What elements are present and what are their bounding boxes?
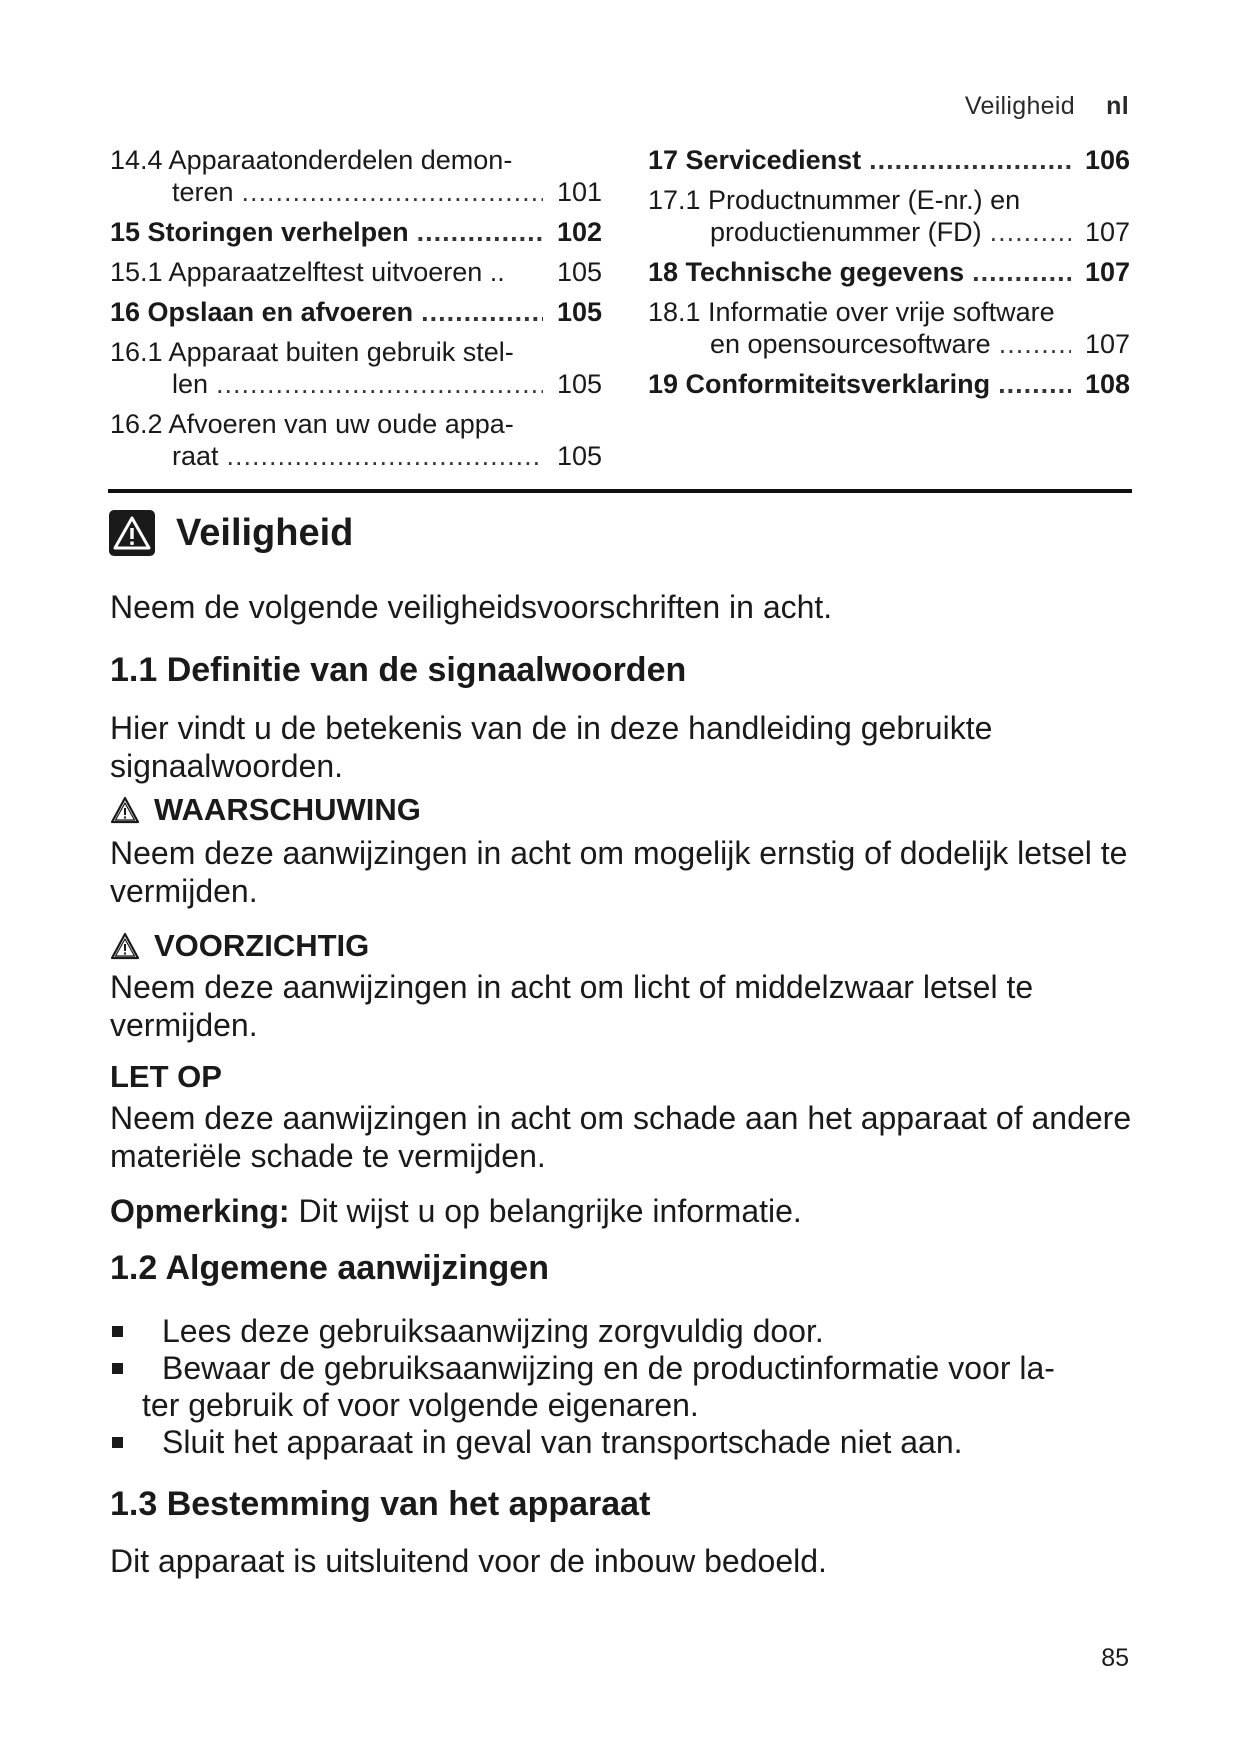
toc-entry-title: 18 Technische gegevens [648, 257, 965, 287]
toc-page-number: 107 [1084, 257, 1130, 287]
toc-entry-title: 19 Conformiteitsverklaring [648, 369, 991, 399]
toc-line [648, 368, 1130, 400]
toc-entry [110, 296, 602, 328]
toc-entry-title: 16 Opslaan en afvoeren [110, 297, 414, 327]
running-header-language: nl [1106, 92, 1129, 120]
toc-page-number: 105 [556, 369, 602, 399]
heading-1-1: 1.1 Definitie van de signaalwoorden [110, 651, 687, 689]
warning-box-icon [108, 509, 156, 557]
general-instructions-list [110, 1313, 1140, 1461]
toc-entry [648, 368, 1130, 400]
signal-warning [110, 792, 421, 828]
toc-entry-title: 15.1 Apparaatzelftest uitvoeren .. [110, 257, 505, 287]
toc-entry-title: 18.1 Informatie over vrije software [648, 297, 1055, 327]
toc-page-number: 102 [556, 217, 602, 247]
toc-line [648, 144, 1130, 176]
toc-line [110, 368, 602, 400]
toc-line [648, 256, 1130, 288]
bullet-square-icon [112, 1437, 123, 1448]
remark-text: Dit wijst u op belangrijke informatie. [289, 1193, 802, 1229]
toc-entry-title: en opensourcesoftware [710, 329, 991, 359]
toc-line [110, 440, 602, 472]
toc-page-number: 107 [1084, 329, 1130, 359]
toc-entry [648, 144, 1130, 176]
toc-dot-leader [999, 328, 1071, 360]
toc-dot-leader [972, 256, 1071, 288]
toc-entry [110, 256, 602, 288]
signal-caution-label: VOORZICHTIG [154, 928, 370, 963]
toc-entry [648, 184, 1130, 248]
toc-left-column [110, 144, 602, 480]
toc-dot-leader [869, 144, 1071, 176]
signal-notice-label: LET OP [110, 1059, 222, 1094]
list-item-text: Sluit het apparaat in geval van transportschade niet aan. [162, 1424, 963, 1460]
toc-dot-leader [998, 368, 1071, 400]
toc-entry-title: teren [172, 177, 234, 207]
signal-caution [110, 928, 369, 964]
toc-line [110, 216, 602, 248]
section-divider [108, 489, 1132, 493]
list-item-text-continued: ter gebruik of voor volgende eigenaren. [142, 1387, 699, 1423]
list-item [110, 1350, 1140, 1424]
toc-dot-leader [227, 440, 543, 472]
toc-entry-title: 15 Storingen verhelpen [110, 217, 409, 247]
signal-notice-text: Neem deze aanwijzingen in acht om schade aan het apparaat of andere materiële schade te vermijden. [110, 1100, 1132, 1174]
heading-1-3-text: Dit apparaat is uitsluitend voor de inbouw bedoeld. [110, 1543, 827, 1579]
toc-line [648, 296, 1130, 328]
toc-page-number: 107 [1084, 217, 1130, 247]
toc-entry-title: 17 Servicedienst [648, 145, 862, 175]
bullet-square-icon [112, 1326, 123, 1337]
toc-line [648, 328, 1130, 360]
toc-page-number: 101 [556, 177, 602, 207]
toc-line [110, 256, 602, 288]
toc-entry [110, 408, 602, 472]
list-item [110, 1313, 1140, 1350]
toc-page-number: 105 [556, 257, 602, 287]
toc-dot-leader [242, 176, 543, 208]
toc-entry [110, 216, 602, 248]
toc-entry-title: raat [172, 441, 219, 471]
warning-triangle-icon [110, 796, 140, 824]
toc-dot-leader [216, 368, 543, 400]
toc-right-column [648, 144, 1130, 408]
caution-triangle-icon [110, 932, 140, 960]
toc-dot-leader [417, 216, 543, 248]
signal-caution-text: Neem deze aanwijzingen in acht om licht of middelzwaar letsel te vermijden. [110, 969, 1034, 1043]
toc-page-number: 106 [1084, 145, 1130, 175]
toc-page-number: 108 [1084, 369, 1130, 399]
toc-line [110, 408, 602, 440]
list-item-text: Lees deze gebruiksaanwijzing zorgvuldig door. [162, 1313, 824, 1349]
heading-1-1-text: Hier vindt u de betekenis van de in deze handleiding gebruikte signaalwoorden. [110, 710, 993, 784]
toc-entry-title: 16.1 Apparaat buiten gebruik stel- [110, 337, 514, 367]
toc-entry [648, 256, 1130, 288]
running-header [965, 92, 1129, 121]
section-title-row [108, 505, 353, 561]
heading-1-2: 1.2 Algemene aanwijzingen [110, 1249, 549, 1287]
toc-line [110, 296, 602, 328]
toc-page-number: 105 [556, 297, 602, 327]
list-item [110, 1424, 1140, 1461]
toc-line [648, 184, 1130, 216]
toc-entry-title: 17.1 Productnummer (E-nr.) en [648, 185, 1021, 215]
toc-page-number: 105 [556, 441, 602, 471]
toc-entry [110, 336, 602, 400]
toc-entry-title: len [172, 369, 209, 399]
toc-line [110, 144, 602, 176]
page-number: 85 [1101, 1644, 1129, 1672]
toc-entry [648, 296, 1130, 360]
toc-entry-title: 16.2 Afvoeren van uw oude appa- [110, 409, 514, 439]
remark-label: Opmerking: [110, 1193, 290, 1229]
bullet-square-icon [112, 1363, 123, 1374]
toc-line [648, 216, 1130, 248]
toc-dot-leader [990, 216, 1071, 248]
heading-1-3: 1.3 Bestemming van het apparaat [110, 1485, 651, 1523]
toc-line [110, 336, 602, 368]
toc-entry-title: 14.4 Apparaatonderdelen demon- [110, 145, 513, 175]
signal-warning-text: Neem deze aanwijzingen in acht om mogelijk ernstig of dodelijk letsel te vermijden. [110, 835, 1128, 909]
toc-entry-title: productienummer (FD) [710, 217, 982, 247]
signal-warning-label: WAARSCHUWING [154, 792, 421, 827]
toc-dot-leader [421, 296, 543, 328]
intro-text: Neem de volgende veiligheidsvoorschriften in acht. [110, 589, 833, 625]
remark [110, 1192, 802, 1230]
toc-entry [110, 144, 602, 208]
list-item-text: Bewaar de gebruiksaanwijzing en de productinformatie voor la- [162, 1350, 1055, 1386]
toc-line [110, 176, 602, 208]
running-header-section: Veiligheid [964, 92, 1075, 120]
section-title: Veiligheid [176, 511, 354, 554]
